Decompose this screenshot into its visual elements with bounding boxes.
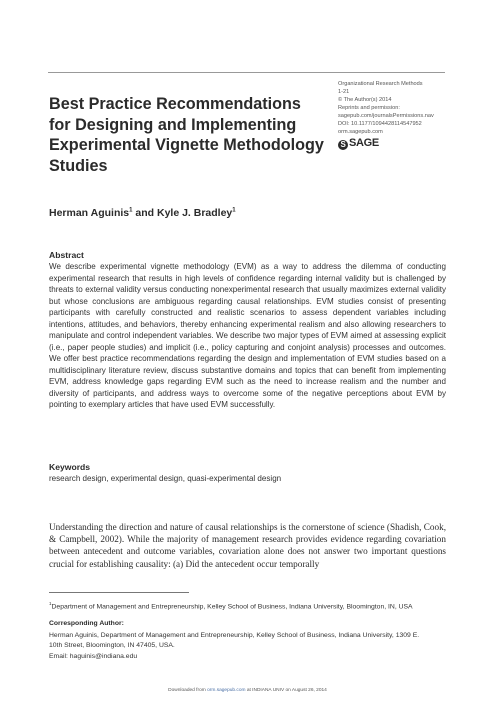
- journal-name: Organizational Research Methods: [338, 81, 423, 87]
- sage-logo-icon: S: [338, 140, 348, 150]
- journal-metadata: [338, 80, 458, 136]
- corresponding-address-line: Herman Aguinis, Department of Management and Entrepreneurship, Kelley School of Business, Indiana University, 1309 E.: [49, 632, 420, 639]
- page-range: 1-21: [338, 89, 350, 95]
- keywords-text: research design, experimental design, quasi-experimental design: [49, 474, 282, 483]
- download-link[interactable]: orm.sagepub.com: [207, 688, 246, 693]
- abstract-heading: Abstract: [49, 250, 84, 260]
- author-line: [49, 207, 236, 219]
- author-affiliation-mark: 1: [129, 207, 133, 214]
- article-title: Best Practice Recommendations for Designing and Implementing Experimental Vignette Methodology Studies: [49, 95, 324, 175]
- affiliation-footnote: [49, 601, 469, 610]
- keywords-heading: Keywords: [49, 462, 91, 472]
- corresponding-email: Email: haguinis@indiana.edu: [49, 652, 138, 660]
- header-rule: [48, 72, 445, 73]
- publisher-logo: [338, 137, 379, 150]
- author-separator: and: [132, 207, 157, 219]
- copyright: © The Author(s) 2014: [338, 97, 392, 103]
- author-affiliation-mark: 1: [232, 207, 236, 214]
- footnote-rule: [49, 592, 189, 593]
- corresponding-author-details: [49, 631, 459, 662]
- journal-site: orm.sagepub.com: [338, 129, 383, 135]
- affiliation-text: Department of Management and Entrepreneurship, Kelley School of Business, Indiana University, Bloomington, IN, USA: [51, 603, 413, 611]
- download-suffix: at INDIANA UNIV on August 26, 2014: [245, 688, 327, 693]
- author-name: Kyle J. Bradley: [156, 207, 233, 219]
- author-name: Herman Aguinis: [49, 207, 130, 219]
- abstract-text: We describe experimental vignette methodology (EVM) as a way to address the dilemma of conducting experimental research that results in high levels of confidence regarding internal validity but is challenged by threats to external validity versus conducting nonexperimental research that usually maximizes external validity but whose conclusions are ambiguous regarding causal relationships. EVM studies consist of presenting participants with carefully constructed and realistic scenarios to assess dependent variables including intentions, attitudes, and behaviors, thereby enhancing experimental realism and also allowing researchers to manipulate and control independent variables. We describe two major types of EVM aimed at assessing explicit (i.e., paper people studies) and implicit (i.e., policy capturing and conjoint analysis) processes and outcomes. We offer best practice recommendations regarding the design and implementation of EVM studies based on a multidisciplinary literature review, discuss substantive domains and topics that can benefit from implementing EVM, address knowledge gaps regarding EVM such as the need to increase realism and the number and diversity of participants, and address ways to overcome some of the negative perceptions about EVM by pointing to exemplary articles that have used EVM successfully.: [49, 262, 446, 409]
- download-notice: [0, 688, 495, 693]
- corresponding-address-line: 10th Street, Bloomington, IN 47405, USA.: [49, 642, 175, 650]
- doi: DOI: 10.1177/1094428114547952: [338, 121, 422, 127]
- reprints-url: sagepub.com/journalsPermissions.nav: [338, 113, 434, 119]
- body-paragraph: Understanding the direction and nature of causal relationships is the cornerstone of science (Shadish, Cook, & Campbell, 2002). While the majority of management research provides evidence regarding covariation between antecedent and outcome variables, covariation alone does not answer two important questions crucial for establishing causality: (a) Did the antecedent occur temporally: [49, 522, 446, 569]
- corresponding-author-heading: Corresponding Author:: [49, 620, 124, 627]
- publisher-logo-text: SAGE: [349, 137, 379, 149]
- footnote-mark: 1: [49, 601, 52, 606]
- reprints-label: Reprints and permission:: [338, 105, 400, 111]
- download-prefix: Downloaded from: [168, 688, 208, 693]
